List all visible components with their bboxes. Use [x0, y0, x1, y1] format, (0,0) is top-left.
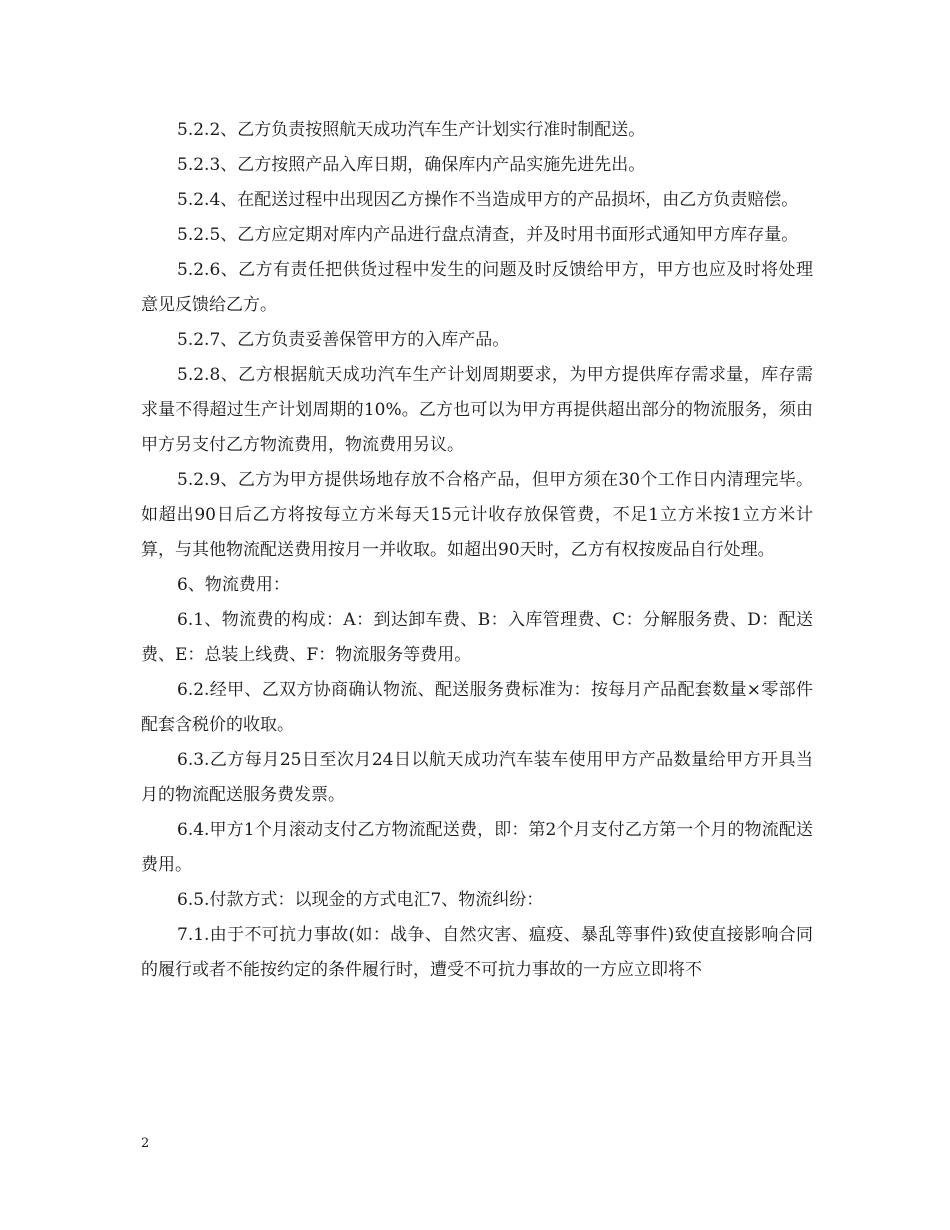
paragraph-5-2-2: 5.2.2、乙方负责按照航天成功汽车生产计划实行准时制配送。 [177, 120, 646, 140]
paragraph-5-2-9: 5.2.9、乙方为甲方提供场地存放不合格产品，但甲方须在30个工作日内清理完毕。如超出90日后乙方将按每立方米每天15元计收存放保管费，不足1立方米按1立方米计算，与其他物流配送费用按月一并收取。如超出90天时，乙方有权按废品自行处理。 [141, 470, 813, 560]
paragraph-6-4: 6.4.甲方1个月滚动支付乙方物流配送费，即：第2个月支付乙方第一个月的物流配送费用。 [141, 820, 813, 875]
section-heading-6: 6、物流费用： [177, 575, 290, 595]
document-body [141, 113, 813, 988]
paragraph-6-5: 6.5.付款方式：以现金的方式电汇7、物流纠纷： [177, 890, 544, 910]
paragraph-7-1: 7.1.由于不可抗力事故(如：战争、自然灾害、瘟疫、暴乱等事件)致使直接影响合同的履行或者不能按约定的条件履行时，遭受不可抗力事故的一方应立即将不 [141, 925, 813, 980]
paragraph-5-2-5: 5.2.5、乙方应定期对库内产品进行盘点清查，并及时用书面形式通知甲方库存量。 [177, 225, 799, 245]
paragraph-5-2-4: 5.2.4、在配送过程中出现因乙方操作不当造成甲方的产品损坏，由乙方负责赔偿。 [177, 190, 799, 210]
paragraph-6-1: 6.1、物流费的构成：A：到达卸车费、B：入库管理费、C：分解服务费、D：配送费、E：总装上线费、F：物流服务等费用。 [141, 610, 813, 665]
paragraph-5-2-3: 5.2.3、乙方按照产品入库日期，确保库内产品实施先进先出。 [177, 155, 646, 175]
paragraph-5-2-7: 5.2.7、乙方负责妥善保管甲方的入库产品。 [177, 330, 510, 350]
paragraph-6-2: 6.2.经甲、乙双方协商确认物流、配送服务费标准为：按每月产品配套数量×零部件配套含税价的收取。 [141, 680, 813, 735]
page-number: 2 [141, 1136, 150, 1151]
paragraph-5-2-6: 5.2.6、乙方有责任把供货过程中发生的问题及时反馈给甲方，甲方也应及时将处理意见反馈给乙方。 [141, 260, 813, 315]
paragraph-5-2-8: 5.2.8、乙方根据航天成功汽车生产计划周期要求，为甲方提供库存需求量，库存需求量不得超过生产计划周期的10%。乙方也可以为甲方再提供超出部分的物流服务，须由甲方另支付乙方物流费用，物流费用另议。 [141, 365, 813, 455]
paragraph-6-3: 6.3.乙方每月25日至次月24日以航天成功汽车装车使用甲方产品数量给甲方开具当月的物流配送服务费发票。 [141, 750, 813, 805]
